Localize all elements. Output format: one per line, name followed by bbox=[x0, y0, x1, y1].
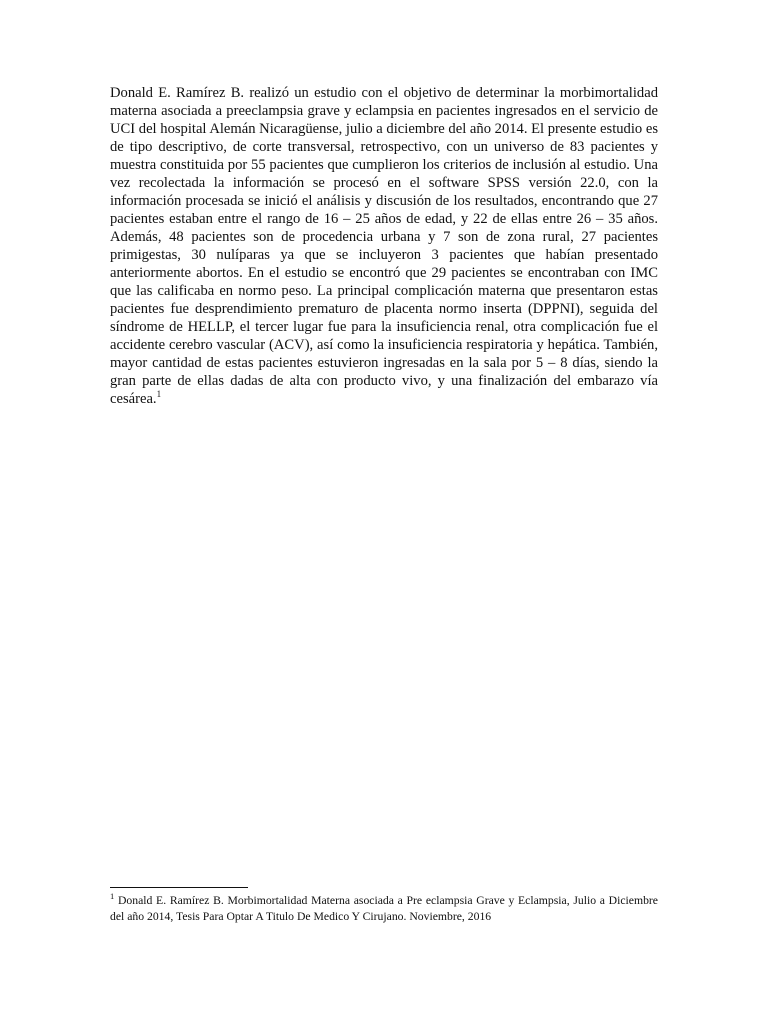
paragraph-text: Donald E. Ramírez B. realizó un estudio con el objetivo de determinar la morbimortalidad materna asociada a preeclampsia grave y eclampsia en pacientes ingresados en el servicio de UCI del hospital Alemán Nicaragüense, julio a diciembre del año 2014. El presente estudio es de tipo descriptivo, de corte transversal, retrospectivo, con un universo de 83 pacientes y muestra constituida por 55 pacientes que cumplieron los criterios de inclusión al estudio. Una vez recolectada la información se procesó en el software SPSS versión 22.0, con la información procesada se inició el análisis y discusión de los resultados, encontrando que 27 pacientes estaban entre el rango de 16 – 25 años de edad, y 22 de ellas entre 26 – 35 años. Además, 48 pacientes son de procedencia urbana y 7 son de zona rural, 27 pacientes primigestas, 30 nulíparas ya que se incluyeron 3 pacientes que habían presentado anteriormente abortos. En el estudio se encontró que 29 pacientes se encontraban con IMC que las calificaba en normo peso. La principal complicación materna que presentaron estas pacientes fue desprendimiento prematuro de placenta normo inserta (DPPNI), seguida del síndrome de HELLP, el tercer lugar fue para la insuficiencia renal, otra complicación fue el accidente cerebro vascular (ACV), así como la insuficiencia respiratoria y hepática. También, mayor cantidad de estas pacientes estuvieron ingresadas en la sala por 5 – 8 días, siendo la gran parte de ellas dadas de alta con producto vivo, y una finalización del embarazo vía cesárea. bbox=[110, 85, 658, 407]
footnote bbox=[110, 893, 658, 925]
body-paragraph bbox=[110, 84, 658, 408]
footnote-separator bbox=[110, 887, 248, 888]
footnote-marker: 1 bbox=[110, 891, 115, 902]
footnote-text: Donald E. Ramírez B. Morbimortalidad Materna asociada a Pre eclampsia Grave y Eclampsia, Julio a Diciembre del año 2014, Tesis Para Optar A Titulo De Medico Y Cirujano. Noviembre, 2016 bbox=[110, 894, 658, 923]
footnote-reference[interactable]: 1 bbox=[156, 389, 162, 400]
